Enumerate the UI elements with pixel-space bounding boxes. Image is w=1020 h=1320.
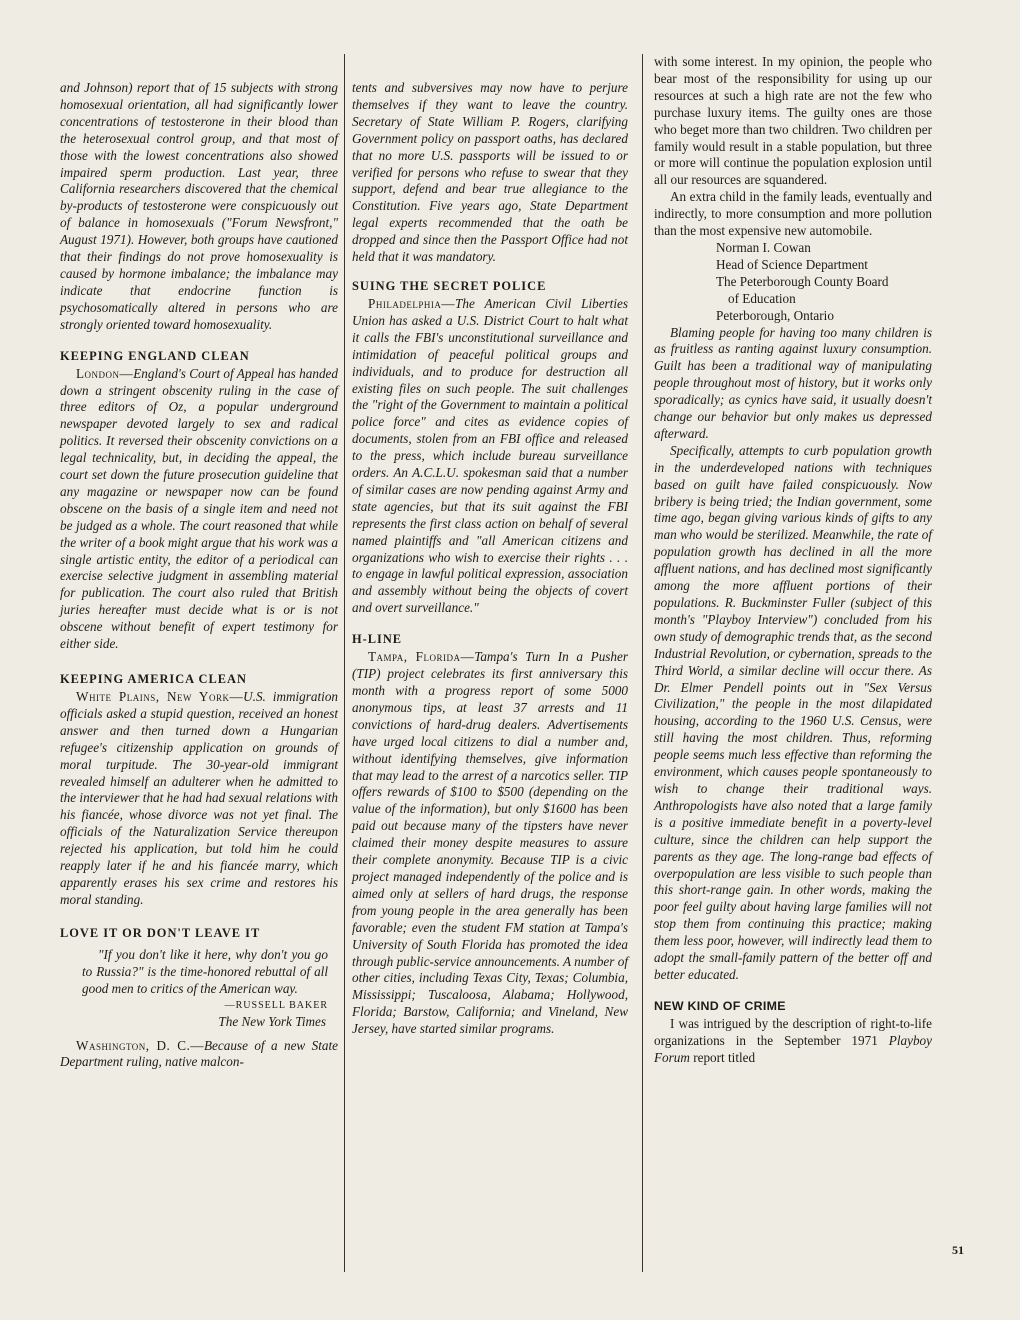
epigraph-quote: [60, 947, 338, 998]
heading-suing-the-secret-police: SUING THE SECRET POLICE: [352, 278, 547, 293]
secret-police-article-body: The American Civil Liberties Union has asked a U.S. District Court to halt what it calls the FBI's unconstitutional surveillance and intimidation of peaceful political groups and individuals, and to produce for destruction all existing files on such people. The suit challenges the "right of the Government to maintain a political police force" and cites as evidence copies of documents, stolen from an FBI office and released to the press, which include bureau surveillance orders. An A.C.L.U. spokesman said that a number of similar cases are now pending against Army and state agencies, but that its suit against the FBI represents the first class action on behalf of several named plaintiffs and "all American citizens and organizations who wish to exercise their rights . . . to engage in lawful political expression, association and assembly without being the objects of covert and overt surveillance.": [352, 295, 628, 616]
heading-new-kind-of-crime: NEW KIND OF CRIME: [654, 998, 786, 1013]
washington-article-body: Because of a new State Department ruling, native malcon-: [60, 1037, 338, 1070]
dateline-white-plains: White Plains, New York—: [76, 689, 244, 704]
quote-attribution-name: —RUSSELL BAKER: [224, 999, 328, 1011]
signature-org-line-2: of Education: [728, 290, 796, 306]
dateline-london: London—: [76, 365, 134, 381]
england-article: [60, 366, 338, 653]
secret-police-article: [352, 296, 628, 617]
dateline-washington: Washington, D. C.—: [76, 1037, 204, 1053]
america-article: [60, 689, 338, 909]
heading-love-it-or-dont-leave-it: LOVE IT OR DON'T LEAVE IT: [60, 925, 261, 940]
column-rule-right: [642, 54, 643, 1272]
column-1: [60, 80, 338, 1071]
signature-name: Norman I. Cowan: [716, 239, 811, 255]
england-article-body: England's Court of Appeal has handed down a stringent obscenity ruling in the case of three editors of Oz, a popular underground newspaper devoted largely to sex and radical politics. It reversed their obscenity convictions on a legal technicality, but, in deciding the appeal, the court set down the future prosecution guideline that any magazine or newspaper now can be found obscene on the basis of a single item and need not be judged as a whole. The court reasoned that while the writer of a book might argue that his work was a single artistic entity, the editor of a periodical can exercise selective judgment in assembling material for publication. The court also ruled that British juries hereafter must decide what is or is not obscene without benefit of expert testimony for either side.: [60, 365, 338, 652]
signature-place: Peterborough, Ontario: [716, 307, 834, 323]
crime-letter-start: [654, 1016, 932, 1067]
crime-letter-text-end: report titled: [689, 1049, 756, 1065]
homosexuality-article-end: and Johnson) report that of 15 subjects with strong homosexual orientation, all had significantly lower concentrations of testosterone in their blood than the heterosexual control group, and that most of those with the lowest concentrations also showed impaired sperm production. Last year, three California researchers discovered that the chemical by-products of testosterone were conspicuously out of balance in homosexuals ("Forum Newsfront," August 1971). However, both groups have cautioned that their findings do not prove homosexuality is caused by hormone imbalance; the imbalance may indicate that endocrine function is psychosomatically altered in persons who are strongly oriented toward homosexuality.: [60, 80, 338, 332]
dateline-philadelphia: Philadelphia—: [368, 295, 456, 311]
letter-paragraph-1: with some interest. In my opinion, the people who bear most of the responsibility for using up our resources at such a high rate are not the few who purchase luxury items. The guilty ones are those who beget more than two children. Two children per family would result in a stable population, but three or more will continue the population explosion until all our resources are squandered.: [654, 54, 932, 188]
page-number: 51: [952, 1243, 964, 1257]
quote-attribution-publication: The New York Times: [218, 1013, 326, 1029]
tampa-article-body: Tampa's Turn In a Pusher (TIP) project celebrates its first anniversary this month with a progress report of some 5000 anonymous tips, at least 37 arrests and 11 convictions of hard-drug dealers. Advertisements have urged local citizens to dial a number and, without identifying themselves, give information that may lead to the arrest of a narcotics seller. TIP offers rewards of $100 to $500 (depending on the value of the information), but only $1600 has been paid out because many of the tipsters have never claimed their money despite measures to assure their complete anonymity. Because TIP is a civic project managed independently of the police and is aimed only at sellers of hard drugs, the response from young people in the area generally has been favorable; even the student FM station at Tampa's University of South Florida has promoted the idea through public-service announcements. A number of other cities, including Texas City, Texas; Columbia, Mississippi; Tuscaloosa, Alabama; Hollywood, Florida; Barstow, California; and Vineland, New Jersey, have started similar programs.: [352, 649, 628, 1037]
editor-reply-2: Specifically, attempts to curb population growth in the underdeveloped nations with techniques based on guilt have failed conspicuously. Now bribery is being tried; the Indian government, some time ago, began giving various kinds of gifts to any man who would be sterilized. Meanwhile, the rate of population growth has declined in all the more affluent nations, and has declined most significantly among the more affluent portions of their populations. R. Buckminster Fuller (subject of this month's "Playboy Interview") concluded from his own study of demographic trends that, as the second Industrial Revolution, or cybernation, spreads to the Third World, a similar decline will occur there. As Dr. Elmer Pendell points out in "Sex Versus Civilization," the people in the most dilapidated housing, according to the 1960 U.S. Census, were still having the most children. Thus, reforming people seems much less effective than reforming the environment, which causes people spontaneously to wish to change their traditional ways. Anthropologists have also noted that a large family is a positive immediate benefit in a poverty-level culture, since the children can help support the parents as they age. The long-range bad effects of overpopulation are less visible to such people than this short-range gain. In other words, making the poor feel guilty about having large families will not stop them from continuing this practice; making them less poor, however, will indirectly lead them to adopt the small-family pattern of the better off and better educated.: [654, 442, 932, 982]
signature-title: Head of Science Department: [716, 256, 868, 272]
washington-article-continued: tents and subversives may now have to perjure themselves if they want to leave the country. Secretary of State William P. Rogers, clarifying Government policy on passport oaths, has declared that no more U.S. passports will be issued to or verified for persons who refuse to swear that they support, defend and bear true allegiance to the Constitution. Five years ago, State Department legal experts recommended that the oath be dropped and since then the Passport Office had not held that it was mandatory.: [352, 80, 628, 265]
heading-keeping-america-clean: KEEPING AMERICA CLEAN: [60, 672, 247, 686]
column-rule-left: [344, 54, 345, 1272]
crime-letter-text: I was intrigued by the description of right-to-life organizations in the September 1971: [654, 1015, 932, 1048]
crime-letter-title: Playboy Forum: [654, 1032, 932, 1065]
washington-article-start: [60, 1038, 338, 1072]
signature-org-line-1: The Peterborough County Board: [716, 273, 889, 289]
letter-paragraph-2: An extra child in the family leads, eventually and indirectly, to more consumption and more pollution than the most expensive new automobile.: [654, 189, 932, 239]
letter-signature: [654, 240, 932, 325]
column-2: [352, 80, 628, 1038]
america-article-body: U.S. immigration officials asked a stupid question, received an honest answer and then turned down a Hungarian refugee's citizenship application on grounds of moral turpitude. The 30-year-old immigrant revealed himself an adulterer when he admitted to the interviewer that he had had sexual relations with his fiancée, whose divorce was not yet final. The officials of the Naturalization Service thereupon rejected his application, but told him he could reapply later if he and his fiancée marry, which apparently erases his sex crime and restores his moral standing.: [60, 689, 339, 907]
column-3: [654, 54, 932, 1067]
tampa-article: [352, 649, 628, 1038]
heading-keeping-england-clean: KEEPING ENGLAND CLEAN: [60, 348, 250, 363]
quote-text: "If you don't like it here, why don't you go to Russia?" is the time-honored rebuttal of all good men to critics of the American way.: [82, 946, 328, 996]
dateline-tampa: Tampa, Florida—: [368, 649, 475, 665]
heading-h-line: H-LINE: [352, 632, 403, 647]
editor-reply-1: Blaming people for having too many children is as fruitless as ranting against luxury consumption. Guilt has been a traditional way of manipulating people throughout most of history, but it works only sporadically; as cynics have said, it usually doesn't change our behavior but only makes us depressed afterward.: [654, 324, 932, 441]
